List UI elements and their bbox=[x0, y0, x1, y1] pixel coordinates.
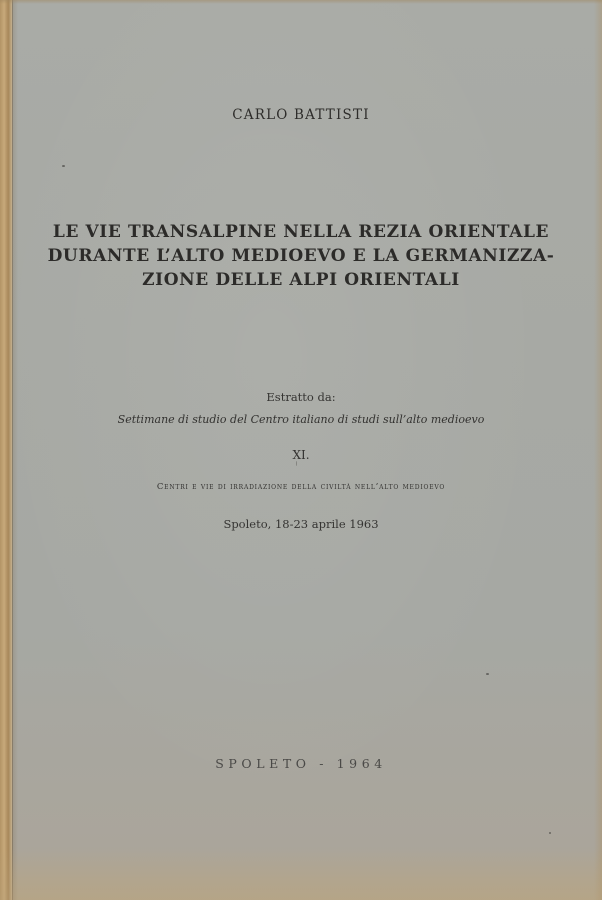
extract-label: Estratto da: bbox=[266, 390, 336, 404]
bottom-edge-stain bbox=[0, 850, 602, 900]
conference-title: Centri e vie di irradiazione della civiltà nell’alto medioevo bbox=[156, 482, 446, 492]
author-name: CARLO BATTISTI bbox=[232, 107, 370, 123]
title-line-2: DURANTE L’ALTO MEDIOEVO E LA GERMANIZZA- bbox=[47, 246, 555, 266]
title-line-1: LE VIE TRANSALPINE NELLA REZIA ORIENTALE bbox=[52, 222, 550, 242]
book-title bbox=[0, 220, 602, 292]
publisher-imprint: SPOLETO - 1964 bbox=[215, 756, 387, 771]
paper-speck bbox=[549, 832, 551, 834]
volume-number: XI. bbox=[292, 448, 310, 462]
paper-speck bbox=[62, 165, 65, 167]
conference-place-date: Spoleto, 18-23 aprile 1963 bbox=[223, 517, 379, 531]
title-line-3: ZIONE DELLE ALPI ORIENTALI bbox=[142, 270, 460, 290]
top-edge-wear bbox=[0, 0, 602, 4]
series-title: Settimane di studio del Centro italiano di studi sull’alto medioevo bbox=[117, 413, 485, 426]
paper-speck bbox=[486, 673, 489, 675]
